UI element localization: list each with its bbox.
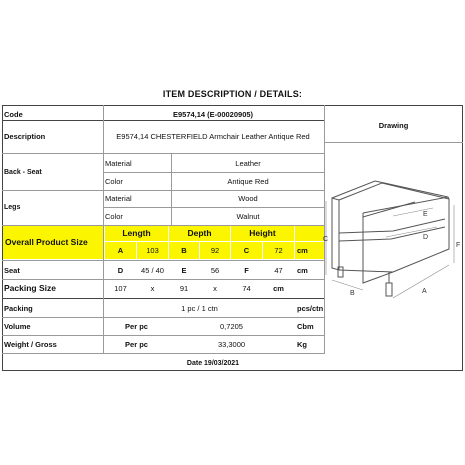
dimension-d-line (386, 227, 437, 237)
drawing-left-arm-front (332, 198, 339, 270)
seat-unit: cm (297, 265, 308, 275)
packing-size-label: Packing Size (4, 283, 56, 293)
code-label: Code (4, 109, 23, 119)
overall-value-a: 103 (137, 242, 168, 259)
seat-value-e: 56 (210, 265, 220, 275)
overall-unit-blank (295, 225, 324, 241)
back-seat-material-value: Leather (235, 158, 261, 168)
legs-material-key: Material (105, 194, 132, 203)
drawing-leg-front-right (386, 283, 392, 296)
weight-per: Per pc (125, 339, 148, 349)
packing-length: 107 (114, 284, 127, 293)
packing-value: 1 pc / 1 ctn (181, 303, 218, 313)
drawing-label: Drawing (378, 120, 409, 130)
grid-line (104, 207, 325, 208)
overall-value-c: 72 (263, 242, 294, 259)
grid-line (2, 317, 325, 318)
grid-line (2, 153, 325, 154)
description-value: E9574,14 CHESTERFIELD Armchair Leather Antique Red (116, 131, 310, 141)
grid-line (103, 105, 104, 354)
grid-line (324, 142, 463, 143)
grid-line (104, 172, 325, 173)
overall-letter-b: B (169, 242, 199, 259)
drawing-right-arm (363, 197, 449, 272)
seat-letter-f: F (244, 265, 249, 275)
drawing-letter-c: C (323, 236, 329, 243)
depth-header: Depth (169, 225, 230, 241)
length-header: Length (105, 225, 168, 241)
overall-value-b: 92 (200, 242, 230, 259)
volume-unit: Cbm (297, 321, 314, 331)
legs-label: Legs (4, 204, 21, 211)
drawing-letter-d: D (423, 234, 429, 241)
dimension-b-line (332, 280, 363, 290)
seat-value-f: 47 (274, 265, 283, 275)
packing-size-unit: cm (273, 284, 284, 293)
overall-unit: cm (295, 242, 324, 259)
seat-value-d: 45 / 40 (141, 265, 164, 275)
overall-letter-a: A (105, 242, 136, 259)
back-seat-color-key: Color (105, 176, 123, 186)
grid-line (2, 298, 325, 299)
volume-per: Per pc (125, 321, 148, 331)
grid-line (2, 120, 325, 121)
drawing-arm-top-edge (363, 202, 415, 217)
packing-x1: x (150, 284, 155, 293)
height-header: Height (231, 225, 294, 241)
grid-line (2, 225, 325, 226)
weight-value: 33,3000 (217, 339, 246, 349)
drawing-letter-f: F (456, 242, 461, 249)
volume-value: 0,7205 (220, 321, 243, 331)
grid-line (2, 105, 463, 106)
drawing-seat-bottom (339, 227, 445, 241)
code-value: E9574,14 (E-00020905) (172, 109, 254, 119)
drawing-letter-b: B (350, 290, 355, 297)
back-seat-color-value: Antique Red (227, 176, 269, 186)
volume-label: Volume (4, 321, 31, 331)
date-text: Date 19/03/2021 (186, 359, 240, 367)
packing-label: Packing (4, 303, 33, 313)
grid-line (2, 370, 463, 371)
packing-unit: pcs/ctn (297, 303, 324, 313)
grid-line (171, 153, 172, 225)
weight-label: Weight / Gross (4, 339, 57, 349)
packing-width: 91 (179, 284, 189, 293)
drawing-back-top-inner (339, 183, 449, 200)
armchair-drawing (323, 175, 463, 315)
document-title: ITEM DESCRIPTION / DETAILS: (162, 89, 303, 99)
seat-letter-d: D (117, 265, 124, 275)
seat-label: Seat (4, 265, 20, 275)
back-seat-label: Back - Seat (4, 168, 42, 176)
grid-line (2, 335, 325, 336)
seat-letter-e: E (181, 265, 187, 275)
legs-color-value: Walnut (236, 211, 260, 221)
grid-line (2, 279, 325, 280)
overall-letter-c: C (231, 242, 262, 259)
packing-x2: x (213, 284, 217, 293)
legs-material-value: Wood (238, 194, 258, 203)
back-seat-material-key: Material (105, 158, 132, 168)
legs-color-key: Color (105, 211, 123, 221)
drawing-letter-a: A (422, 288, 427, 295)
drawing-front-bottom (339, 270, 393, 272)
weight-unit: Kg (297, 339, 307, 349)
grid-line (2, 190, 325, 191)
drawing-letter-e: E (423, 211, 428, 218)
grid-line (2, 105, 3, 371)
dimension-a-line (393, 265, 449, 298)
overall-size-label: Overall Product Size (3, 225, 104, 259)
packing-height: 74 (242, 284, 251, 293)
description-label: Description (4, 131, 46, 141)
grid-line (2, 353, 325, 354)
grid-line (2, 260, 325, 261)
